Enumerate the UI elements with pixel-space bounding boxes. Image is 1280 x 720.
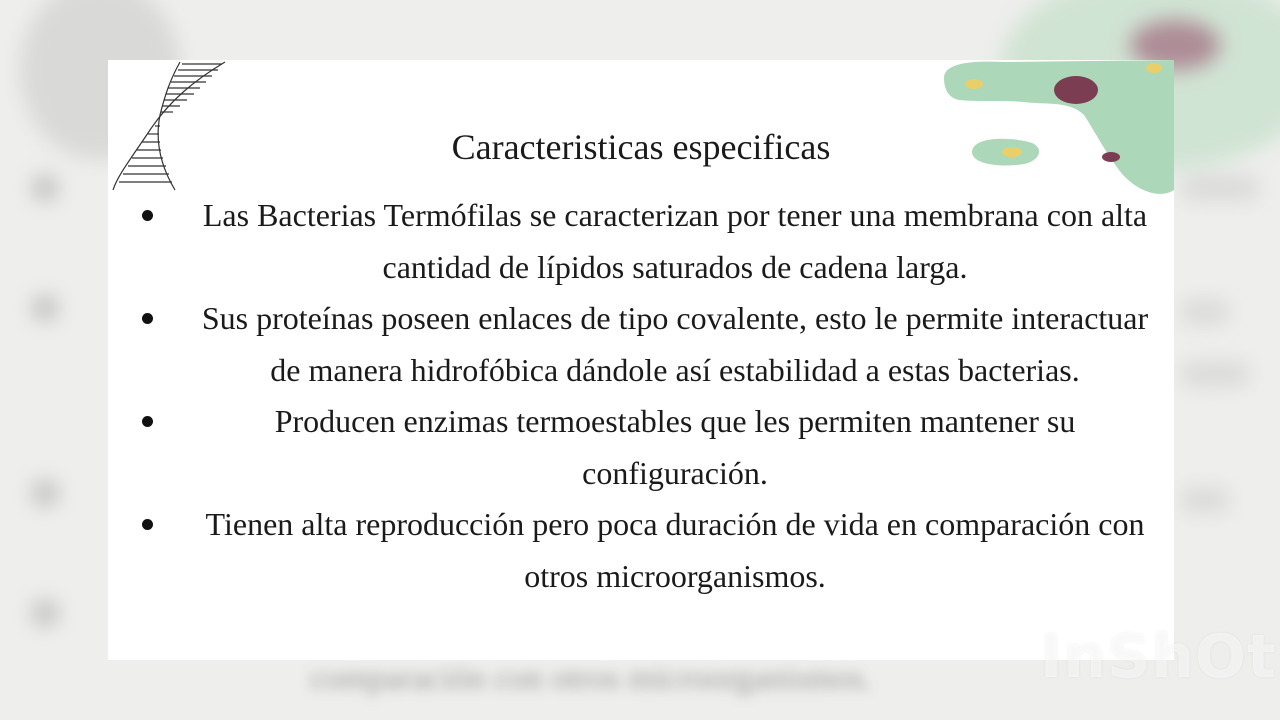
bullet-text: Producen enzimas termoestables que les permiten mantener su configuración. [274,403,1076,491]
presentation-slide [108,60,1174,660]
bullet-text: Las Bacterias Termófilas se caracterizan por tener una membrana con alta cantidad de lípidos saturados de cadena larga. [202,197,1148,285]
bullet-list [108,190,1174,602]
bullet-point-icon [142,313,153,324]
bullet-point-icon [142,519,153,530]
bullet-item [108,396,1174,499]
bullet-item [108,293,1174,396]
slide-title: Caracteristicas especificas [451,127,831,167]
blurred-background-text: comparación con otros microorganismos. [310,660,873,697]
inshot-watermark: InShOt [1040,622,1277,692]
bullet-point-icon [142,416,153,427]
bullet-text: Sus proteínas poseen enlaces de tipo covalente, esto le permite interactuar de manera hidrofóbica dándole así estabilidad a estas bacterias. [201,300,1149,388]
bullet-text: Tienen alta reproducción pero poca duración de vida en comparación con otros microorganismos. [205,506,1145,594]
bullet-point-icon [142,210,153,221]
bullet-item [108,190,1174,293]
bullet-item [108,499,1174,602]
